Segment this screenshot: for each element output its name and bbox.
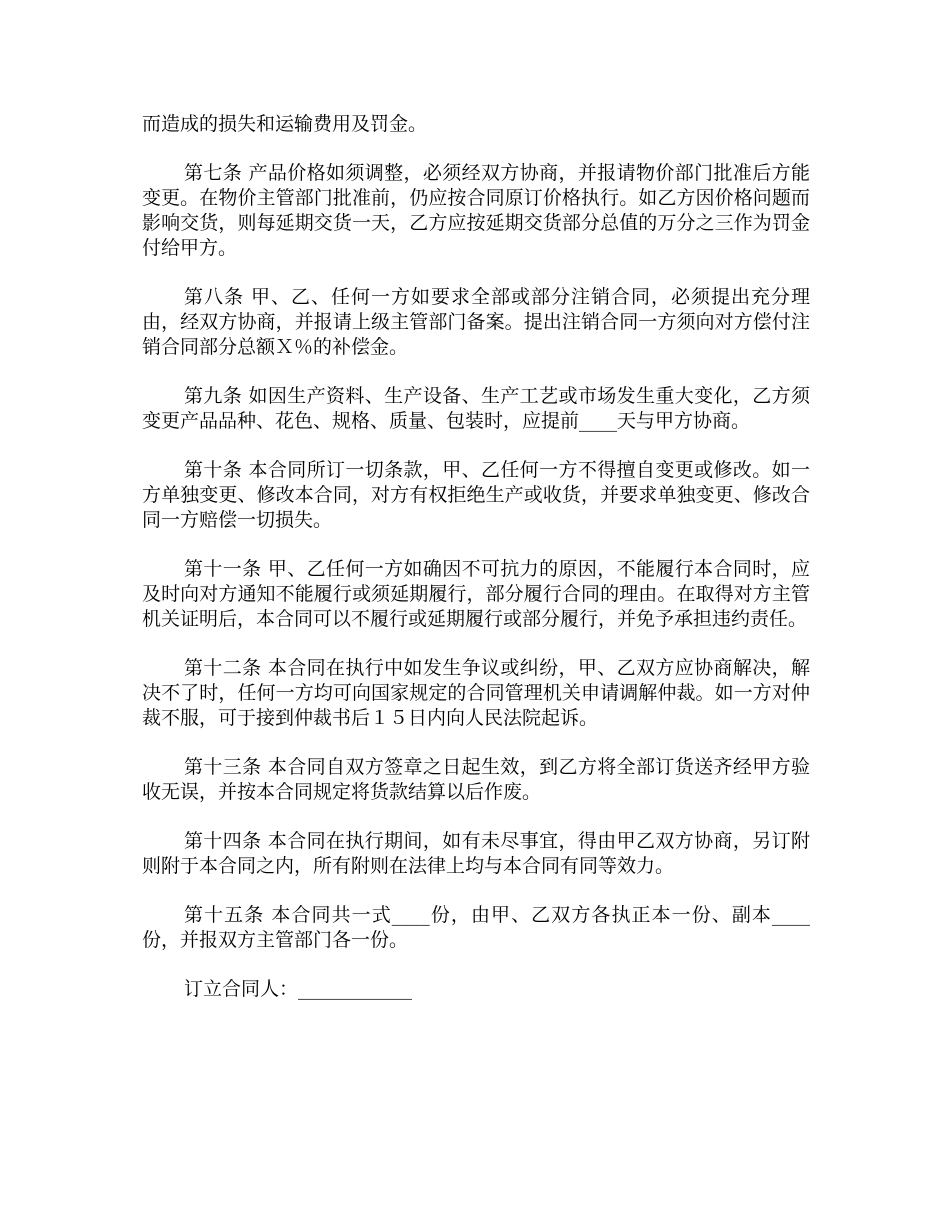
document-body — [142, 112, 810, 1026]
article-10-paragraph: 第十条 本合同所订一切条款，甲、乙任何一方不得擅自变更或修改。如一方单独变更、修改本合同，对方有权拒绝生产或收货，并要求单独变更、修改合同一方赔偿一切损失。 — [142, 459, 810, 531]
article-12-paragraph: 第十二条 本合同在执行中如发生争议或纠纷，甲、乙双方应协商解决，解决不了时，任何一方均可向国家规定的合同管理机关申请调解仲裁。如一方对仲裁不服，可于接到仲裁书后１５日内向人民法院起诉。 — [142, 657, 810, 729]
signatory-line: 订立合同人：____________ — [184, 978, 413, 1000]
article-11-paragraph: 第十一条 甲、乙任何一方如确因不可抗力的原因，不能履行本合同时，应及时向对方通知不能履行或须延期履行，部分履行合同的理由。在取得对方主管机关证明后，本合同可以不履行或延期履行或部分履行，并免予承担违约责任。 — [142, 558, 810, 630]
article-9-paragraph: 第九条 如因生产资料、生产设备、生产工艺或市场发生重大变化，乙方须变更产品品种、花色、规格、质量、包装时，应提前____天与甲方协商。 — [142, 385, 810, 432]
article-14-paragraph: 第十四条 本合同在执行期间，如有未尽事宜，得由甲乙双方协商，另订附则附于本合同之内，所有附则在法律上均与本合同有同等效力。 — [142, 830, 810, 877]
article-15-paragraph: 第十五条 本合同共一式____份，由甲、乙双方各执正本一份、副本____份，并报双方主管部门各一份。 — [142, 904, 810, 951]
paragraph-continuation: 而造成的损失和运输费用及罚金。 — [142, 113, 428, 135]
article-7-paragraph: 第七条 产品价格如须调整，必须经双方协商，并报请物价部门批准后方能变更。在物价主管部门批准前，仍应按合同原订价格执行。如乙方因价格问题而影响交货，则每延期交货一天，乙方应按延期交货部分总值的万分之三作为罚金付给甲方。 — [142, 162, 810, 259]
article-8-paragraph: 第八条 甲、乙、任何一方如要求全部或部分注销合同，必须提出充分理由，经双方协商，并报请上级主管部门备案。提出注销合同一方须向对方偿付注销合同部分总额Ｘ％的补偿金。 — [142, 286, 810, 358]
article-13-paragraph: 第十三条 本合同自双方签章之日起生效，到乙方将全部订货送齐经甲方验收无误，并按本合同规定将货款结算以后作废。 — [142, 756, 810, 803]
